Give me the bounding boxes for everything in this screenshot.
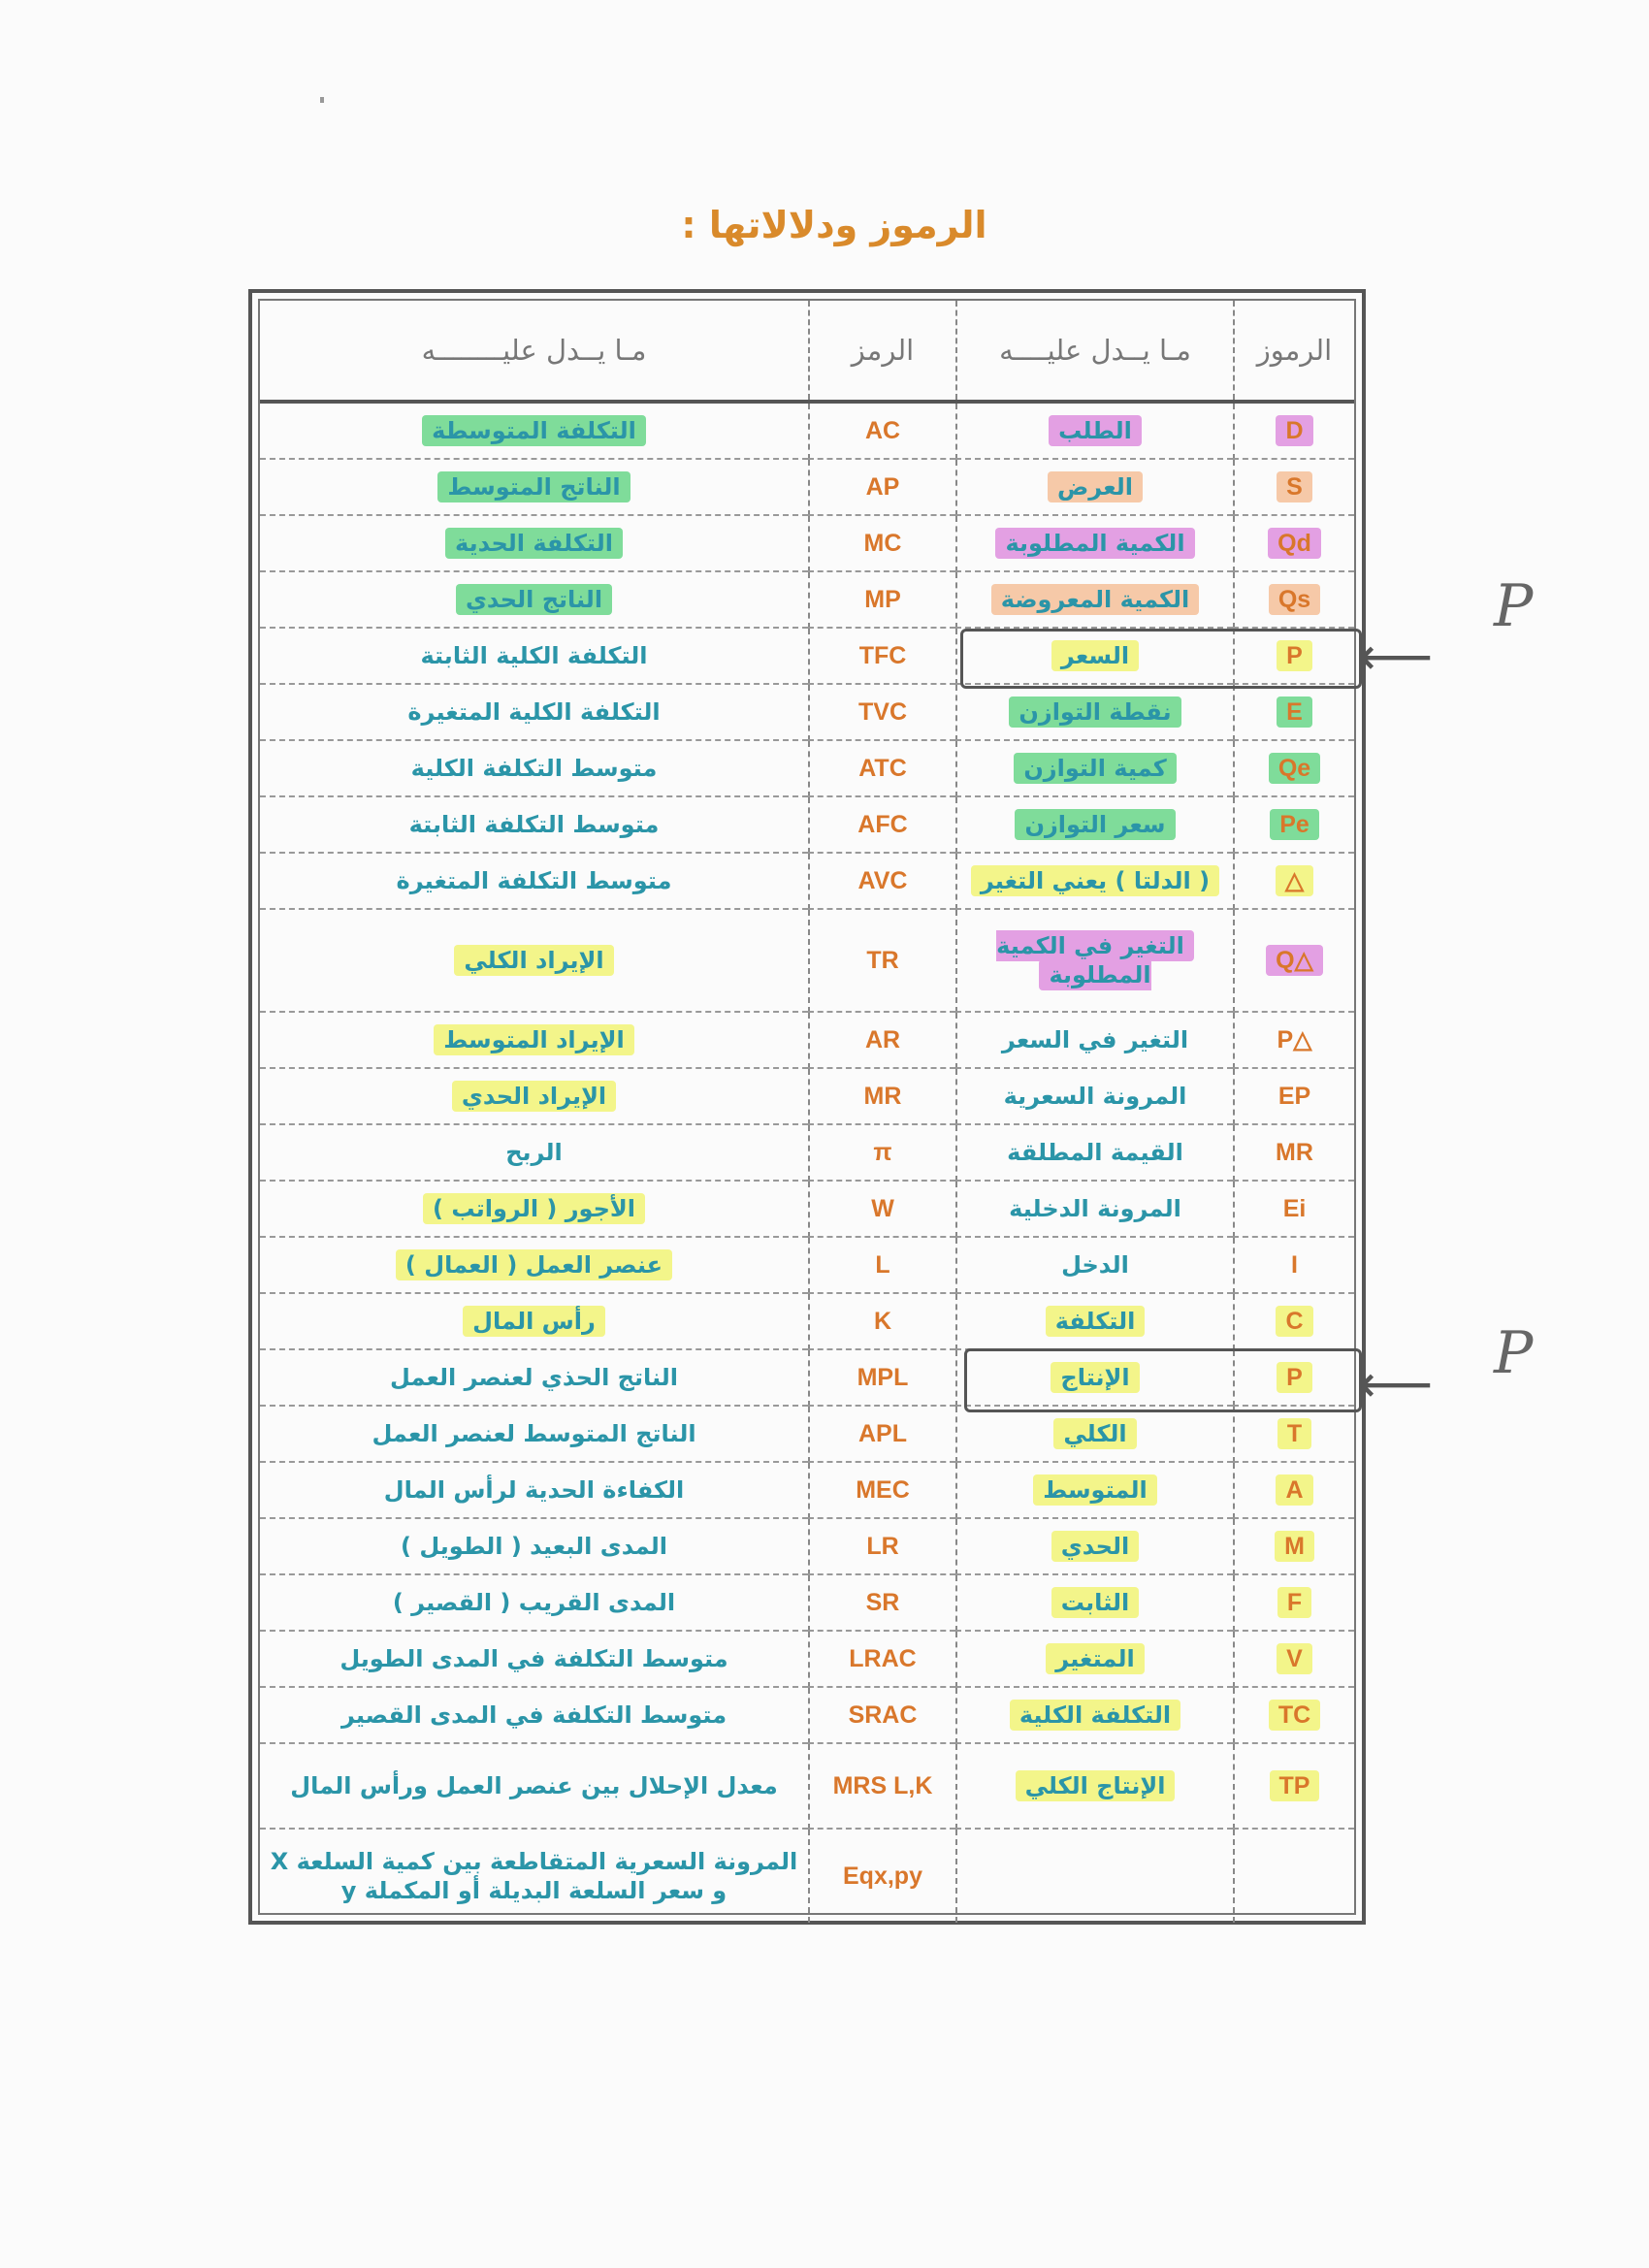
meaning-cell-2: المدى القريب ( القصير ) [392, 1589, 676, 1616]
pen-arrow-2: ⟵ [1358, 1353, 1434, 1414]
symbol-cell-2: L [875, 1250, 890, 1279]
meaning-cell: الدخل [1061, 1251, 1129, 1279]
meaning-cell-2: التكلفة الحدية [445, 528, 623, 559]
symbol-cell: S [1277, 471, 1312, 502]
meaning-cell-2: متوسط التكلفة الثابتة [408, 811, 660, 838]
table-row [260, 740, 1354, 796]
table-row [260, 853, 1354, 909]
symbol-cell: Qd [1268, 528, 1321, 559]
meaning-cell-2: الإيراد المتوسط [434, 1024, 633, 1055]
symbol-cell: V [1277, 1643, 1312, 1674]
meaning-cell: التغير في السعر [1001, 1026, 1189, 1053]
meaning-cell-2: متوسط التكلفة في المدى الطويل [340, 1645, 728, 1672]
meaning-cell-2: الربح [505, 1139, 563, 1166]
table-row [260, 1124, 1354, 1181]
meaning-cell-2: رأس المال [463, 1306, 605, 1337]
meaning-cell: سعر التوازن [1015, 809, 1175, 840]
meaning-cell-2: المرونة السعرية المتقاطعة بين كمية السلعة X و سعر السلعة البديلة أو المكملة y [270, 1848, 798, 1904]
symbol-cell-2: LRAC [849, 1644, 917, 1672]
symbols-table [248, 289, 1366, 1925]
symbol-cell-2: MRS L,K [832, 1771, 933, 1799]
meaning-cell-2: الكفاءة الحدية لرأس المال [383, 1476, 685, 1504]
symbol-cell-2: AFC [857, 810, 908, 838]
symbol-cell: △ [1276, 865, 1313, 896]
symbol-cell: Qs [1269, 584, 1320, 615]
symbol-cell: Ei [1282, 1194, 1307, 1222]
meaning-cell-2: متوسط التكلفة الكلية [410, 755, 658, 782]
meaning-cell: التكلفة [1046, 1306, 1146, 1337]
symbol-cell: M [1275, 1531, 1314, 1562]
symbol-cell-2: MC [863, 529, 902, 557]
page-title: الرموز ودلالاتها : [681, 204, 987, 246]
symbol-cell: F [1277, 1587, 1311, 1618]
symbol-cell: E [1277, 697, 1312, 728]
meaning-cell: المتوسط [1033, 1474, 1156, 1506]
table-row [260, 1462, 1354, 1518]
symbol-cell: TP [1270, 1770, 1320, 1801]
symbol-cell-2: TVC [858, 697, 907, 726]
symbol-cell-2: SRAC [848, 1701, 918, 1729]
meaning-cell: الحدي [1051, 1531, 1139, 1562]
table-row [260, 1574, 1354, 1631]
header-symbol: الرموز [1234, 301, 1354, 402]
meaning-cell: القيمة المطلقة [1007, 1139, 1183, 1166]
table-row [260, 1349, 1354, 1406]
table-row [260, 1293, 1354, 1349]
symbol-cell: T [1277, 1418, 1311, 1449]
symbol-cell-2: AP [865, 472, 900, 501]
meaning-cell: السعر [1051, 640, 1139, 671]
symbol-cell-2: Eqx,py [843, 1862, 922, 1890]
symbol-cell-2: TFC [858, 641, 907, 669]
pen-arrow-1: ⟵ [1358, 626, 1434, 687]
table-row [260, 796, 1354, 853]
meaning-cell-2: الناتج المتوسط لعنصر العمل [372, 1420, 696, 1447]
meaning-cell: التكلفة الكلية [1010, 1700, 1180, 1731]
header-meaning-2: مـا يــدل عليــــــــه [260, 301, 809, 402]
symbol-cell-2: W [871, 1194, 894, 1222]
symbol-cell: P [1277, 640, 1312, 671]
pen-note-p-1: P [1494, 572, 1534, 640]
meaning-cell: العرض [1048, 471, 1143, 502]
meaning-cell-2: الإيراد الكلي [454, 945, 613, 976]
symbol-cell-2: K [873, 1307, 892, 1335]
meaning-cell: الإنتاج [1051, 1362, 1139, 1393]
table-row [260, 1631, 1354, 1687]
meaning-cell: الكمية المعروضة [991, 584, 1199, 615]
meaning-cell: التغير في الكمية المطلوبة [996, 930, 1194, 990]
meaning-cell: ( الدلتا ) يعني التغير [971, 865, 1219, 896]
symbol-cell-2: MP [864, 585, 901, 613]
meaning-cell: الإنتاج الكلي [1016, 1770, 1176, 1801]
meaning-cell-2: المدى البعيد ( الطويل ) [401, 1533, 667, 1560]
table-row [260, 1518, 1354, 1574]
meaning-cell: الكلي [1053, 1418, 1136, 1449]
symbol-cell-2: MEC [856, 1475, 910, 1504]
symbol-cell: P [1277, 1362, 1312, 1393]
header-meaning: مـا يــدل عليــــه [956, 301, 1234, 402]
symbol-cell: MR [1276, 1138, 1313, 1166]
pen-note-p-2: P [1494, 1319, 1534, 1387]
table-row [260, 1237, 1354, 1293]
table-row [260, 459, 1354, 515]
symbol-cell: C [1276, 1306, 1312, 1337]
symbol-cell-2: TR [866, 946, 899, 974]
table-row [260, 628, 1354, 684]
table-row [260, 1687, 1354, 1743]
meaning-cell: المرونة الدخلية [1009, 1195, 1181, 1222]
symbol-cell: △Q [1266, 945, 1323, 976]
symbol-cell: Qe [1269, 753, 1320, 784]
symbol-cell: D [1276, 415, 1312, 446]
meaning-cell-2: متوسط التكلفة في المدى القصير [340, 1701, 728, 1729]
meaning-cell: الطلب [1049, 415, 1142, 446]
stray-mark [320, 97, 324, 103]
meaning-cell: نقطة التوازن [1009, 697, 1180, 728]
meaning-cell-2: متوسط التكلفة المتغيرة [396, 867, 672, 894]
meaning-cell-2: الإيراد الحدي [452, 1081, 616, 1112]
symbol-cell-2: π [873, 1138, 892, 1166]
symbol-cell-2: MPL [857, 1363, 909, 1391]
meaning-cell-2: التكلفة الكلية الثابتة [420, 642, 648, 669]
symbol-cell: A [1276, 1474, 1312, 1506]
meaning-cell: الكمية المطلوبة [995, 528, 1194, 559]
table-row [260, 1406, 1354, 1462]
meaning-cell-2: الناتج المتوسط [437, 471, 630, 502]
table-row [260, 684, 1354, 740]
symbol-cell: Pe [1270, 809, 1319, 840]
symbol-cell-2: SR [865, 1588, 900, 1616]
header-symbol-2: الرمز [809, 301, 956, 402]
table-row [260, 1829, 1354, 1923]
symbol-cell: △P [1277, 1026, 1312, 1053]
table-row [260, 571, 1354, 628]
symbol-cell: TC [1269, 1700, 1320, 1731]
table-row [260, 1068, 1354, 1124]
symbols-grid [260, 301, 1354, 1923]
meaning-cell-2: التكلفة المتوسطة [422, 415, 646, 446]
meaning-cell: المتغير [1046, 1643, 1144, 1674]
symbol-cell-2: LR [866, 1532, 899, 1560]
symbol-cell: I [1291, 1250, 1298, 1279]
meaning-cell-2: الأجور ( الرواتب ) [423, 1193, 645, 1224]
symbol-cell-2: AC [864, 416, 901, 444]
meaning-cell-2: الناتج الحدي [456, 584, 612, 615]
meaning-cell-2: معدل الإحلال بين عنصر العمل ورأس المال [290, 1772, 778, 1799]
meaning-cell: المرونة السعرية [1003, 1083, 1187, 1110]
table-row [260, 402, 1354, 459]
symbol-cell-2: ATC [858, 754, 907, 782]
meaning-cell-2: الناتج الحذي لعنصر العمل [389, 1364, 679, 1391]
table-row [260, 1181, 1354, 1237]
meaning-cell-2: عنصر العمل ( العمال ) [396, 1249, 672, 1280]
meaning-cell: الثابت [1051, 1587, 1139, 1618]
table-row [260, 1743, 1354, 1829]
table-row [260, 515, 1354, 571]
symbol-cell-2: AVC [857, 866, 908, 894]
table-row [260, 909, 1354, 1012]
symbol-cell-2: APL [858, 1419, 907, 1447]
symbol-cell-2: AR [864, 1025, 901, 1053]
symbol-cell: EP [1277, 1082, 1311, 1110]
symbol-cell-2: MR [863, 1082, 902, 1110]
meaning-cell-2: التكلفة الكلية المتغيرة [407, 698, 661, 726]
table-row [260, 1012, 1354, 1068]
meaning-cell: كمية التوازن [1014, 753, 1176, 784]
